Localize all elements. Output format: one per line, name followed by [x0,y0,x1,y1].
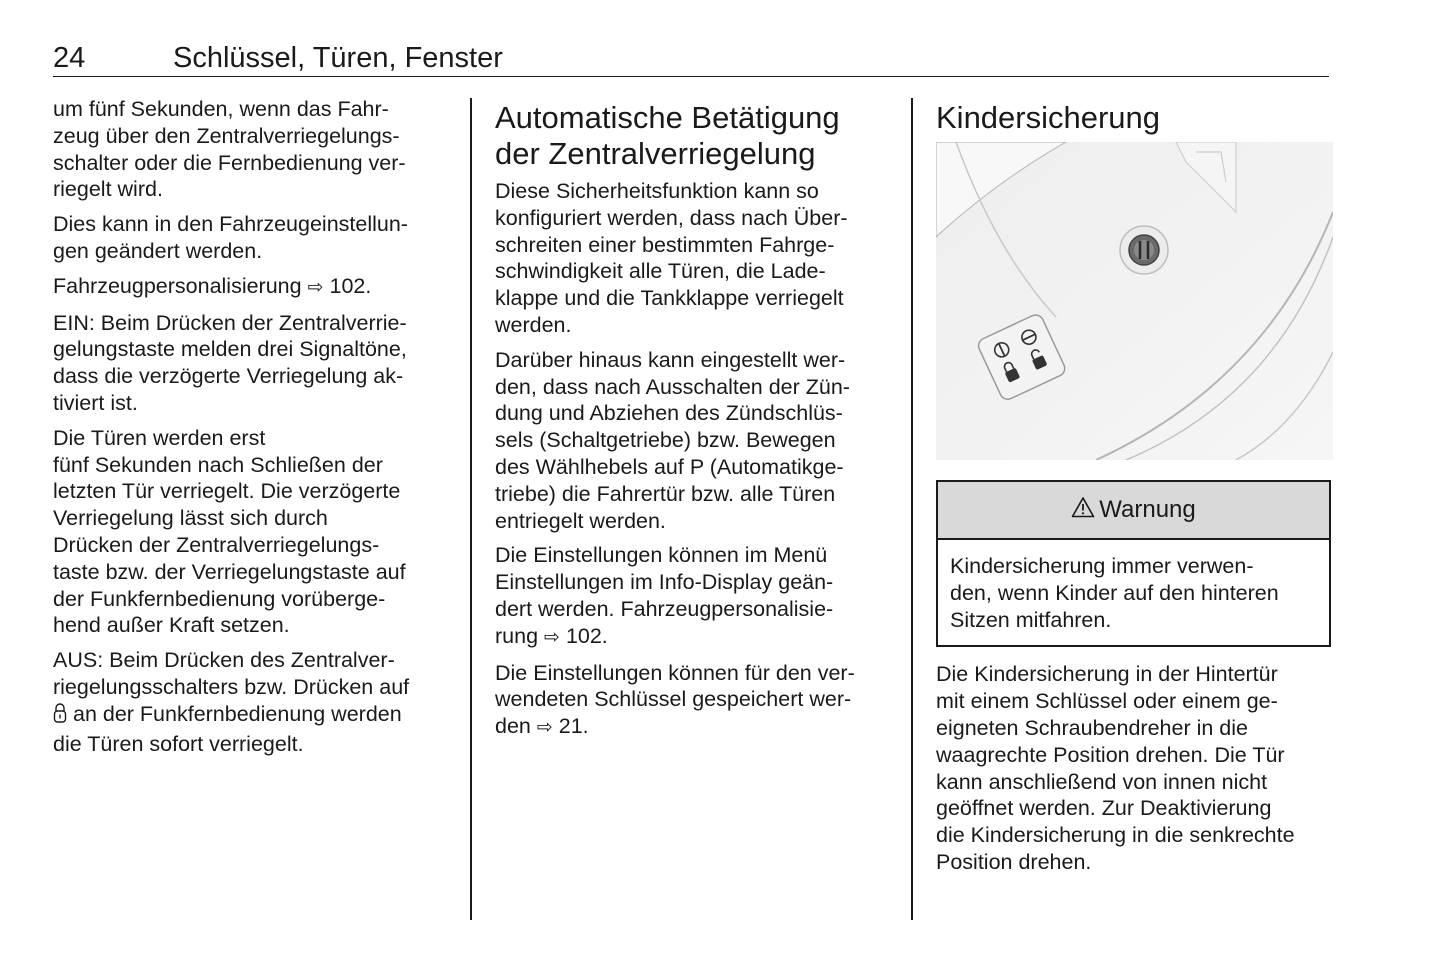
paragraph: Diese Sicherheitsfunktion kann so konfiguriert werden, dass nach Über- schreiten einer bestimmten Fahrge- schwindigkeit alle Türen, die Lade- klappe und die Tankklappe verriegelt werden. [495,179,848,337]
column-left [53,96,453,765]
page-reference-arrow-icon: ⇨ [536,717,553,739]
paragraph: Darüber hinaus kann eingestellt wer- den, dass nach Ausschalten der Zün- dung und Abziehen des Zündschlüs- sels (Schaltgetriebe) bzw. Bewegen des Wählhebels auf P (Automatikge- triebe) die Fahrertür bzw. alle Türen entriegelt werden. [495,347,850,533]
page-number: 24 [53,42,86,74]
keyword-aus: AUS [53,648,98,673]
menu-keyword-einstellungen: Einstellungen [495,570,625,595]
paragraph: Dies kann in den Fahrzeugeinstellun- gen geändert werden. [53,212,408,263]
page-reference: 21. [558,714,589,739]
page-reference: 102. [565,623,608,648]
child-lock-illustration [936,142,1333,460]
child-lock-illustration-svg [936,142,1333,460]
warning-box [936,480,1331,647]
paragraph: AUS: Beim Drücken des Zentralver- riegelungsschalters bzw. Drücken auf an der Funkfernbedienung werden die Türen sofort verriegelt. [53,648,410,756]
page-reference-arrow-icon: ⇨ [307,276,324,298]
paragraph: um fünf Sekunden, wenn das Fahr- zeug über den Zentralverriegelungs- schalter oder die Fernbedienung ver- riegelt wird. [53,97,406,202]
column-divider [911,98,913,920]
section-heading: Automatische Betätigung der Zentralverriegelung [495,100,840,171]
page-header [53,40,1329,77]
column-middle [495,96,895,750]
paragraph: Die Einstellungen können für den ver- wendeten Schlüssel gespeichert wer- den ⇨ 21. [495,660,855,739]
warning-title: Warnung [1099,495,1196,523]
gear-position-p: P [689,454,704,479]
warning-triangle-icon [1071,496,1095,525]
column-right [936,96,1331,884]
page-reference-arrow-icon: ⇨ [544,626,560,648]
keyword-ein: EIN [53,310,89,335]
section-heading: Kindersicherung [936,100,1161,135]
column-divider [470,98,472,920]
page-reference: 102. [329,273,372,298]
paragraph: Die Türen werden erst fünf Sekunden nach Schließen der letzten Tür verriegelt. Die verzögerte Verriegelung lässt sich durch Drücken der Zentralverriegelungs- taste bzw. der Verriegelungstaste auf der Funkfernbedienung vorüberge- hend außer Kraft setzen. [53,425,406,638]
page-title: Schlüssel, Türen, Fenster [173,42,503,74]
warning-body: Kindersicherung immer verwen- den, wenn Kinder auf den hinteren Sitzen mitfahren. [950,554,1279,632]
paragraph: Fahrzeugpersonalisierung ⇨ 102. [53,273,372,298]
paragraph: Die Kindersicherung in der Hintertür mit einem Schlüssel oder einem ge- eigneten Schraubendreher in die waagrechte Position drehen. Die Tür kann anschließend von innen nicht geöffnet werden. Zur Deaktivierung die Kindersicherung in die senkrechte Position drehen. [936,662,1295,874]
paragraph: EIN: Beim Drücken der Zentralverrie- gelungstaste melden drei Signaltöne, dass die verzögerte Verriegelung ak- tiviert ist. [53,310,407,415]
warning-header [938,482,1329,540]
paragraph: Die Einstellungen können im Menü Einstellungen im Info-Display geän- dert werden. Fahrzeugpersonalisie- rung ⇨ 102. [495,543,834,648]
lock-icon [53,702,67,731]
